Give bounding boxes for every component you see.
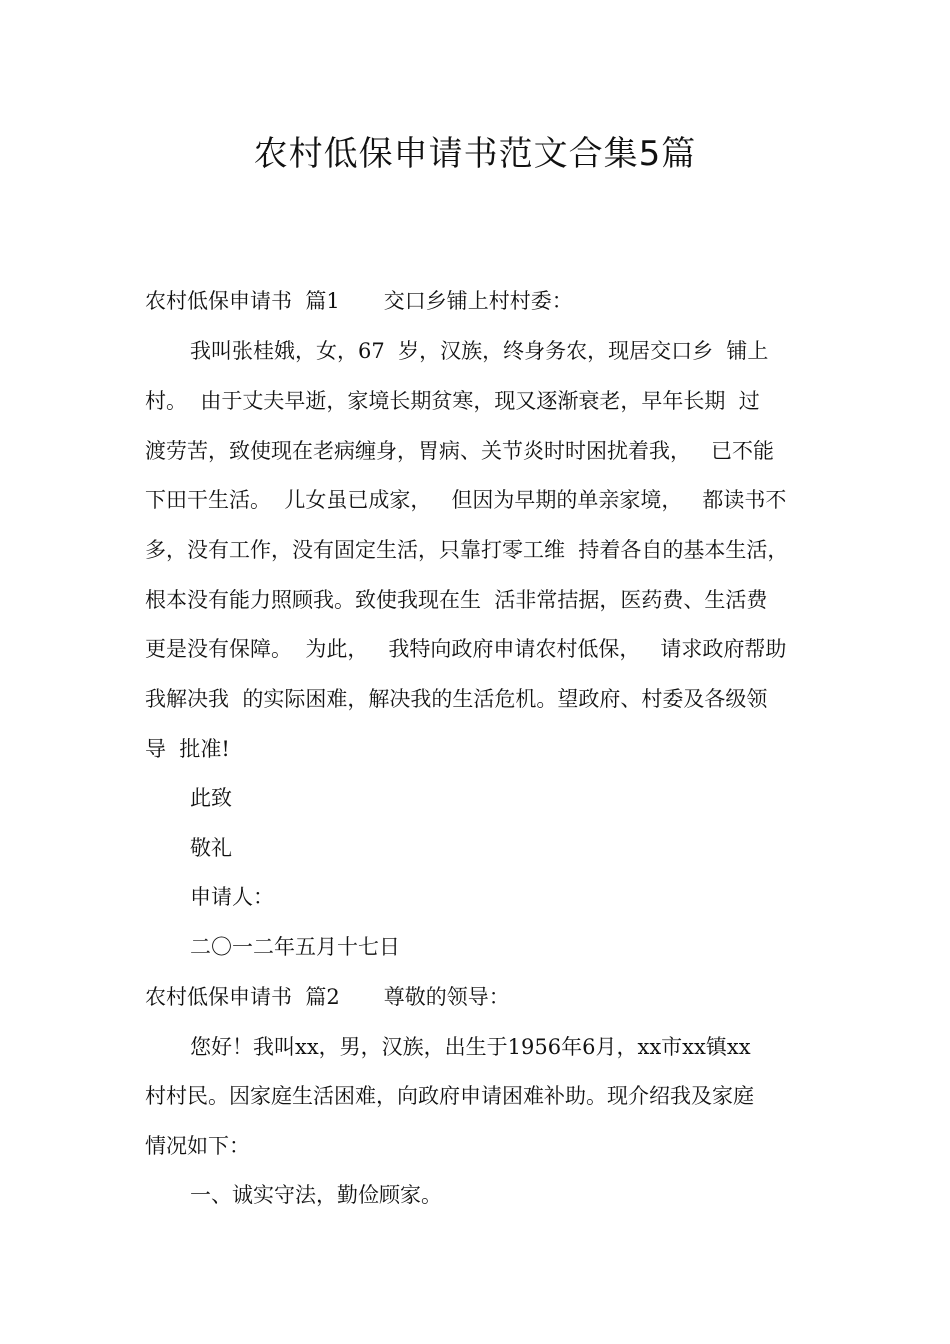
section-1-body-line: 我叫张桂娥，女，67 岁，汉族，终身务农，现居交口乡 铺上 bbox=[190, 339, 769, 363]
section-1-body-line: 村。 由于丈夫早逝，家境长期贫寒，现又逐渐衰老，早年长期 过 bbox=[145, 389, 760, 413]
section-1-body-line: 多，没有工作，没有固定生活，只靠打零工维 持着各自的基本生活， bbox=[145, 538, 789, 562]
section-1-body-line: 根本没有能力照顾我。致使我现在生 活非常拮据，医药费、生活费 bbox=[145, 588, 768, 612]
closing-text: 此致 bbox=[190, 786, 232, 810]
section-1-body-line: 下田干生活。 儿女虽已成家， 但因为早期的单亲家境， 都读书不 bbox=[145, 488, 787, 512]
section-1-heading-line bbox=[145, 286, 573, 316]
section-2-body-line: 情况如下： bbox=[145, 1134, 250, 1158]
section-1-body-line: 我解决我 的实际困难，解决我的生活危机。望政府、村委及各级领 bbox=[145, 687, 768, 711]
section-1-body-line: 渡劳苦，致使现在老病缠身，胃病、关节炎时时困扰着我， 已不能 bbox=[145, 439, 775, 463]
section-1-heading: 农村低保申请书 篇1 bbox=[145, 289, 340, 313]
document-title: 农村低保申请书范文合集5篇 bbox=[253, 134, 697, 174]
section-2-salutation: 尊敬的领导： bbox=[383, 985, 510, 1009]
salute-text: 敬礼 bbox=[190, 836, 232, 860]
applicant-label: 申请人： bbox=[190, 885, 274, 909]
date-text: 二〇一二年五月十七日 bbox=[190, 935, 400, 959]
section-2-heading: 农村低保申请书 篇2 bbox=[145, 985, 340, 1009]
section-1-body-line: 更是没有保障。 为此， 我特向政府申请农村低保， 请求政府帮助 bbox=[145, 637, 787, 661]
section-2-body-line: 村村民。因家庭生活困难，向政府申请困难补助。现介绍我及家庭 bbox=[145, 1084, 754, 1108]
section-2-item-1: 一、诚实守法，勤俭顾家。 bbox=[190, 1183, 442, 1207]
section-2-heading-line bbox=[145, 982, 510, 1012]
section-1-salutation: 交口乡铺上村村委： bbox=[383, 289, 573, 313]
section-2-body-line: 您好！我叫xx，男，汉族，出生于1956年6月，xx市xx镇xx bbox=[190, 1035, 751, 1059]
section-1-body-line: 导 批准! bbox=[145, 737, 230, 761]
